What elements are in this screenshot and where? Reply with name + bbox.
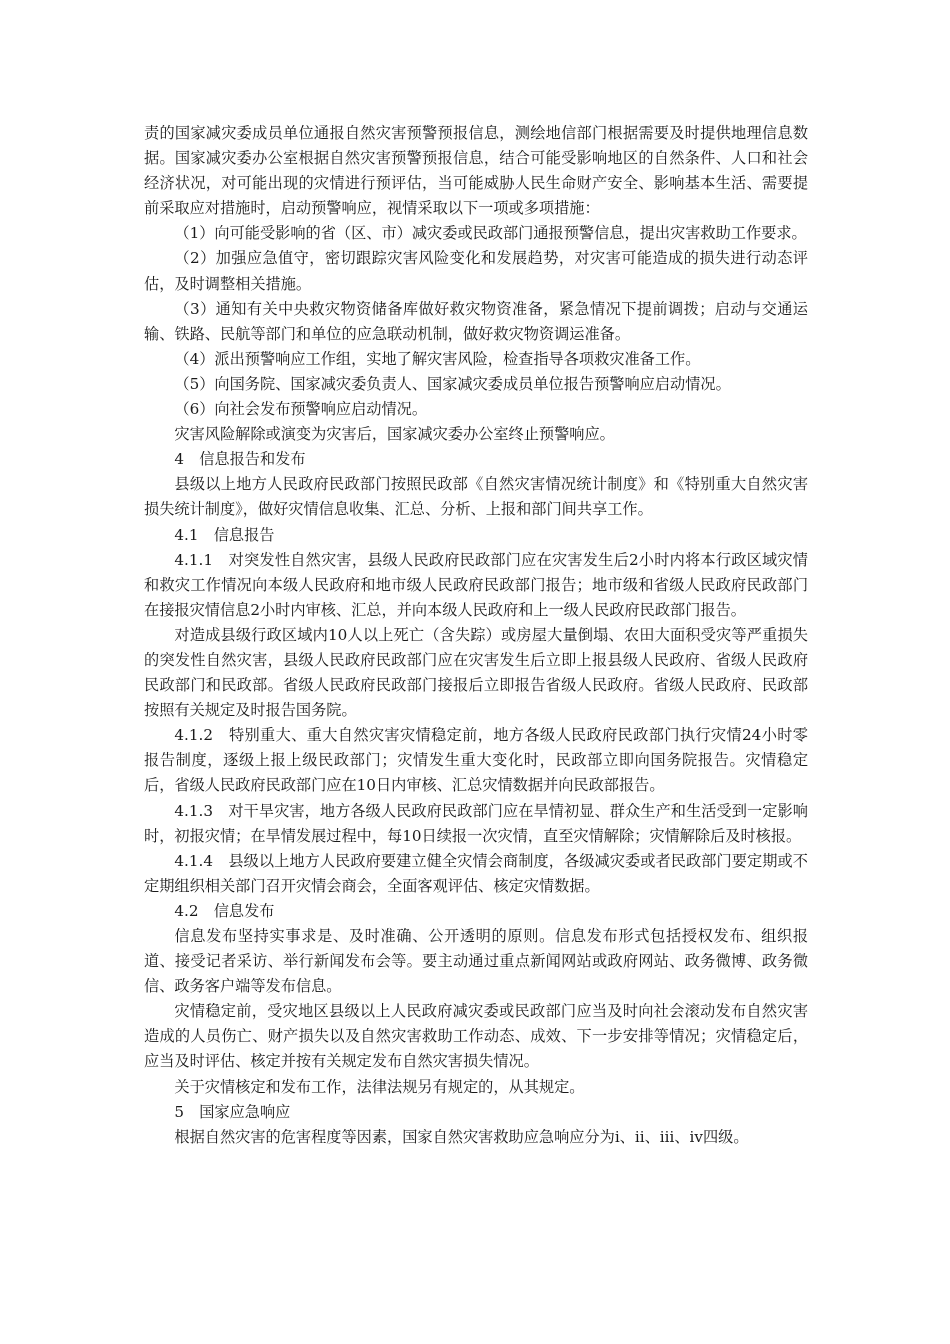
- paragraph-4-1-4: 4.1.4 县级以上地方人民政府要建立健全灾情会商制度，各级减灾委或者民政部门要定期或不定期组织相关部门召开灾情会商会，全面客观评估、核定灾情数据。: [144, 851, 808, 895]
- section-heading-4-1: 4.1 信息报告: [174, 525, 275, 544]
- paragraph-terminate-warning: 灾害风险解除或演变为灾害后，国家减灾委办公室终止预警响应。: [174, 425, 615, 444]
- paragraph-statistics-system: 县级以上地方人民政府民政部门按照民政部《自然灾害情况统计制度》和《特别重大自然灾害损失统计制度》，做好灾情信息收集、汇总、分析、上报和部门间共享工作。: [144, 475, 808, 519]
- document-body: [144, 121, 808, 1150]
- paragraph-release-before-stable: 灾情稳定前，受灾地区县级以上人民政府减灾委或民政部门应当及时向社会滚动发布自然灾害造成的人员伤亡、财产损失以及自然灾害救助工作动态、成效、下一步安排等情况；灾情稳定后，应当及时评估、核定并按有关规定发布自然灾害损失情况。: [144, 1002, 808, 1071]
- section-heading-4-2: 4.2 信息发布: [174, 901, 275, 920]
- paragraph-continued-warning-response: 责的国家减灾委成员单位通报自然灾害预警预报信息，测绘地信部门根据需要及时提供地理信息数据。国家减灾委办公室根据自然灾害预警预报信息，结合可能受影响地区的自然条件、人口和社会经济状况，对可能出现的灾情进行预评估，当可能威胁人民生命财产安全、影响基本生活、需要提前采取应对措施时，启动预警响应，视情采取以下一项或多项措施：: [144, 124, 808, 218]
- paragraph-law-exception: 关于灾情核定和发布工作，法律法规另有规定的，从其规定。: [174, 1077, 585, 1096]
- section-heading-5: 5 国家应急响应: [174, 1102, 291, 1121]
- paragraph-response-levels: 根据自然灾害的危害程度等因素，国家自然灾害救助应急响应分为ⅰ、ⅱ、ⅲ、ⅳ四级。: [174, 1127, 749, 1146]
- paragraph-serious-loss-report: 对造成县级行政区域内10人以上死亡（含失踪）或房屋大量倒塌、农田大面积受灾等严重损失的突发性自然灾害，县级人民政府民政部门应在灾害发生后立即上报县级人民政府、省级人民政府民政部门和民政部。省级人民政府民政部门接报后立即报告省级人民政府。省级人民政府、民政部按照有关规定及时报告国务院。: [144, 625, 808, 720]
- paragraph-measure-2: （2）加强应急值守，密切跟踪灾害风险变化和发展趋势，对灾害可能造成的损失进行动态评估，及时调整相关措施。: [144, 249, 808, 293]
- paragraph-4-1-1: 4.1.1 对突发性自然灾害，县级人民政府民政部门应在灾害发生后2小时内将本行政区域灾情和救灾工作情况向本级人民政府和地市级人民政府民政部门报告；地市级和省级人民政府民政部门在接报灾情信息2小时内审核、汇总，并向本级人民政府和上一级人民政府民政部门报告。: [144, 550, 808, 619]
- paragraph-measure-3: （3）通知有关中央救灾物资储备库做好救灾物资准备，紧急情况下提前调拨；启动与交通运输、铁路、民航等部门和单位的应急联动机制，做好救灾物资调运准备。: [144, 299, 808, 343]
- paragraph-4-1-3: 4.1.3 对干旱灾害，地方各级人民政府民政部门应在旱情初显、群众生产和生活受到一定影响时，初报灾情；在旱情发展过程中，每10日续报一次灾情，直至灾情解除；灾情解除后及时核报。: [144, 801, 808, 845]
- paragraph-release-principles: 信息发布坚持实事求是、及时准确、公开透明的原则。信息发布形式包括授权发布、组织报道、接受记者采访、举行新闻发布会等。要主动通过重点新闻网站或政府网站、政务微博、政务微信、政务客户端等发布信息。: [144, 927, 808, 996]
- section-heading-4: 4 信息报告和发布: [174, 450, 306, 469]
- paragraph-measure-1: （1）向可能受影响的省（区、市）减灾委或民政部门通报预警信息，提出灾害救助工作要求。: [174, 224, 807, 243]
- paragraph-measure-6: （6）向社会发布预警响应启动情况。: [174, 400, 428, 419]
- paragraph-4-1-2: 4.1.2 特别重大、重大自然灾害灾情稳定前，地方各级人民政府民政部门执行灾情24小时零报告制度，逐级上报上级民政部门；灾情发生重大变化时，民政部立即向国务院报告。灾情稳定后，省级人民政府民政部门应在10日内审核、汇总灾情数据并向民政部报告。: [144, 726, 808, 795]
- paragraph-measure-4: （4）派出预警响应工作组，实地了解灾害风险，检查指导各项救灾准备工作。: [174, 349, 701, 368]
- paragraph-measure-5: （5）向国务院、国家减灾委负责人、国家减灾委成员单位报告预警响应启动情况。: [174, 374, 731, 393]
